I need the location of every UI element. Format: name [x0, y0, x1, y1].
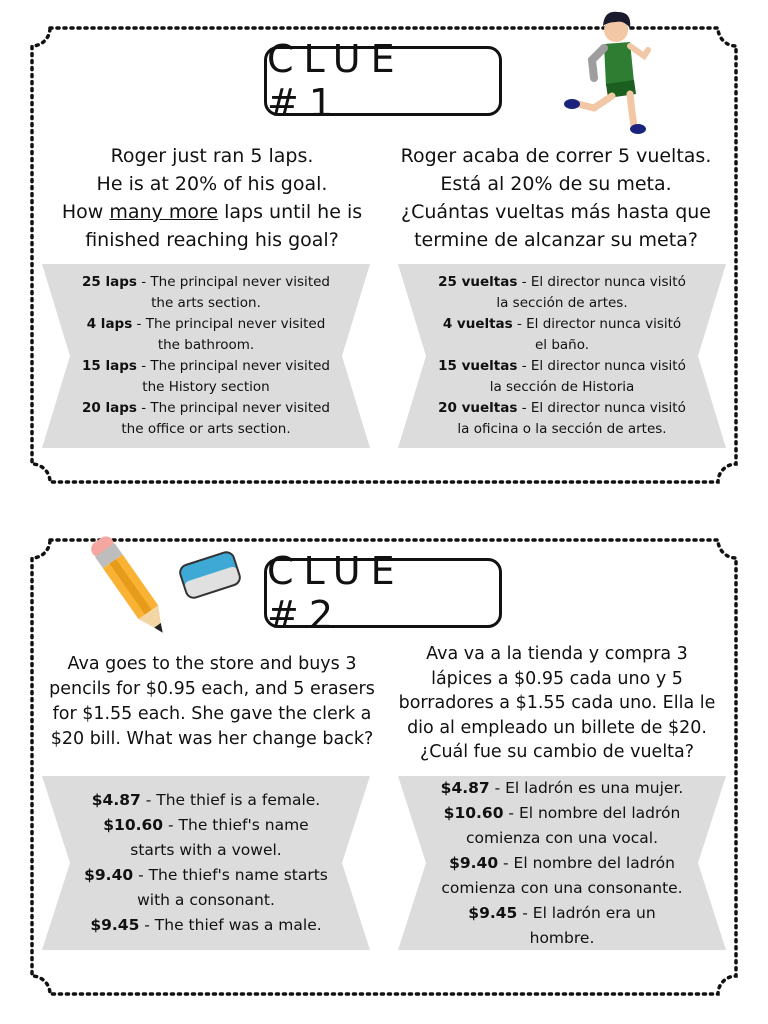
answer-option: $9.40 - El nombre del ladrón comienza con una consonante.: [441, 853, 683, 897]
runner-illustration: [558, 8, 658, 138]
prompt-english: [42, 142, 382, 254]
prompt-spanish: [386, 142, 726, 254]
answer-panel-spanish: [398, 264, 726, 448]
answer-option: 25 laps - The principal never visited the arts section.: [82, 274, 330, 311]
prompt-line: ¿Cuál fue su cambio de vuelta?: [419, 742, 695, 762]
prompt-line: pencils for $0.95 each, and 5 erasers: [49, 679, 375, 699]
prompt-line: borradores a $1.55 cada uno. Ella le: [398, 693, 716, 713]
clue-title: CLUE #2: [264, 558, 502, 628]
prompt-line: Está al 20% de su meta.: [440, 173, 672, 195]
answer-option: 15 laps - The principal never visited the History section: [82, 358, 330, 395]
prompt-line: lápices a $0.95 cada uno y 5: [431, 668, 683, 689]
answer-panel-english: [42, 264, 370, 448]
answer-option: $9.45 - El ladrón era un hombre.: [468, 903, 656, 947]
prompt-line: finished reaching his goal?: [85, 229, 339, 251]
eraser-icon: [174, 544, 246, 606]
prompt-line: dio al empleado un billete de $20.: [407, 717, 707, 738]
answer-option: $10.60 - The thief's name starts with a vowel.: [103, 816, 309, 859]
prompt-line: Ava va a la tienda y compra 3: [426, 644, 688, 664]
prompt-line: How many more laps until he is: [61, 201, 363, 223]
answer-option: $4.87 - The thief is a female.: [91, 791, 321, 809]
prompt-line: He is at 20% of his goal.: [96, 173, 328, 195]
prompt-line: for $1.55 each. She gave the clerk a: [52, 704, 372, 724]
answer-panel-english: [42, 776, 370, 950]
prompt-line: Roger acaba de correr 5 vueltas.: [400, 145, 712, 167]
prompt-line: Roger just ran 5 laps.: [110, 145, 314, 167]
answer-option: $9.40 - The thief's name starts with a consonant.: [84, 866, 328, 909]
prompt-spanish: [390, 642, 724, 765]
clue-card-2: [28, 536, 740, 998]
answer-option: 4 laps - The principal never visited the bathroom.: [86, 316, 326, 353]
answer-option: 20 vueltas - El director nunca visitó la oficina o la sección de artes.: [438, 400, 686, 437]
answer-option: 20 laps - The principal never visited the office or arts section.: [82, 400, 330, 437]
underlined-text: many more: [109, 201, 219, 223]
prompt-line: ¿Cuántas vueltas más hasta que: [401, 201, 711, 223]
prompt-line: $20 bill. What was her change back?: [50, 729, 374, 749]
prompt-english: [42, 652, 382, 752]
prompt-line: termine de alcanzar su meta?: [414, 229, 698, 251]
answer-option: 25 vueltas - El director nunca visitó la sección de artes.: [438, 274, 686, 311]
answer-option: 15 vueltas - El director nunca visitó la sección de Historia: [438, 358, 686, 395]
answer-option: 4 vueltas - El director nunca visitó el baño.: [442, 316, 682, 353]
clue-card-1: [28, 24, 740, 486]
answer-option: $4.87 - El ladrón es una mujer.: [440, 778, 684, 797]
prompt-line: Ava goes to the store and buys 3: [67, 654, 357, 674]
answer-option: $9.45 - The thief was a male.: [90, 916, 322, 934]
answer-panel-spanish: [398, 776, 726, 950]
answer-option: $10.60 - El nombre del ladrón comienza con una vocal.: [443, 803, 681, 847]
clue-title: CLUE #1: [264, 46, 502, 116]
pencil-icon: [80, 526, 180, 646]
